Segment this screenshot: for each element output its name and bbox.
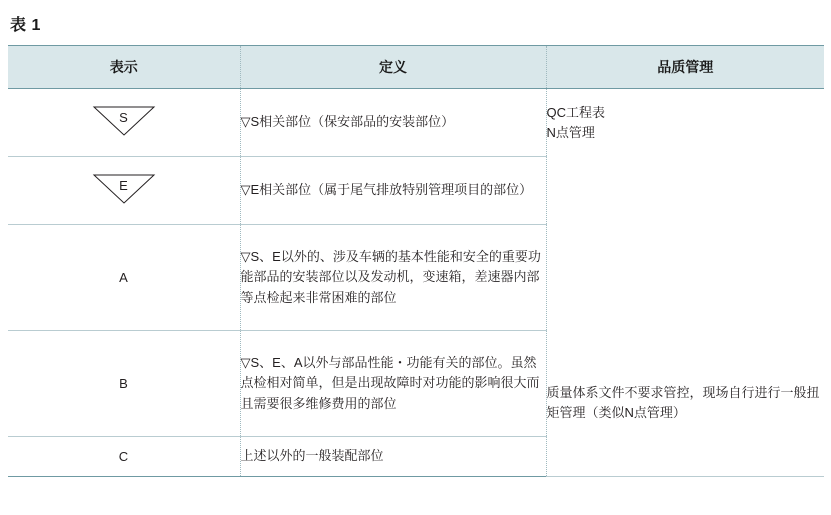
symbol-cell-c: C: [8, 437, 240, 477]
table-caption: 表 1: [10, 17, 41, 34]
quality-line-2: N点管理: [546, 124, 595, 140]
definition-cell-s: ▽S相关部位（保安部品的安装部位）: [240, 89, 546, 157]
column-header-symbol: 表示: [8, 46, 240, 89]
quality-cell-b: 质量体系文件不要求管控，现场自行进行一般扭矩管理（类似N点管理）: [546, 331, 824, 477]
symbol-cell-s: [8, 89, 240, 157]
table-row: [8, 157, 824, 225]
definition-cell-e: ▽E相关部位（属于尾气排放特别管理项目的部位）: [240, 157, 546, 225]
table-header-row: [8, 46, 824, 89]
definition-cell-c: 上述以外的一般装配部位: [240, 437, 546, 477]
table-header: [8, 46, 824, 89]
quality-cell-e: [546, 157, 824, 225]
table-row: [8, 225, 824, 331]
definition-cell-a: ▽S、E以外的、涉及车辆的基本性能和安全的重要功能部品的安装部位以及发动机，变速箱，差速器内部等点检起来非常困难的部位: [240, 225, 546, 331]
definition-cell-b: ▽S、E、A以外与部品性能・功能有关的部位。虽然点检相对简单，但是出现故障时对功能的影响很大而且需要很多维修费用的部位: [240, 331, 546, 437]
quality-line-1: QC工程表: [546, 104, 606, 120]
table-body: [8, 89, 824, 477]
symbol-cell-a: A: [8, 225, 240, 331]
table-row: [8, 89, 824, 157]
triangle-s-letter: S: [119, 110, 129, 125]
symbol-cell-e: [8, 157, 240, 225]
triangle-e-icon: [92, 172, 156, 206]
symbol-cell-b: B: [8, 331, 240, 437]
triangle-s-icon: [92, 104, 156, 138]
specification-table: [8, 45, 824, 477]
column-header-quality: 品质管理: [546, 46, 824, 89]
triangle-e-letter: E: [119, 178, 129, 193]
table-row: [8, 331, 824, 437]
quality-cell-s: [546, 89, 824, 157]
column-header-definition: 定义: [240, 46, 546, 89]
quality-cell-a: [546, 225, 824, 331]
